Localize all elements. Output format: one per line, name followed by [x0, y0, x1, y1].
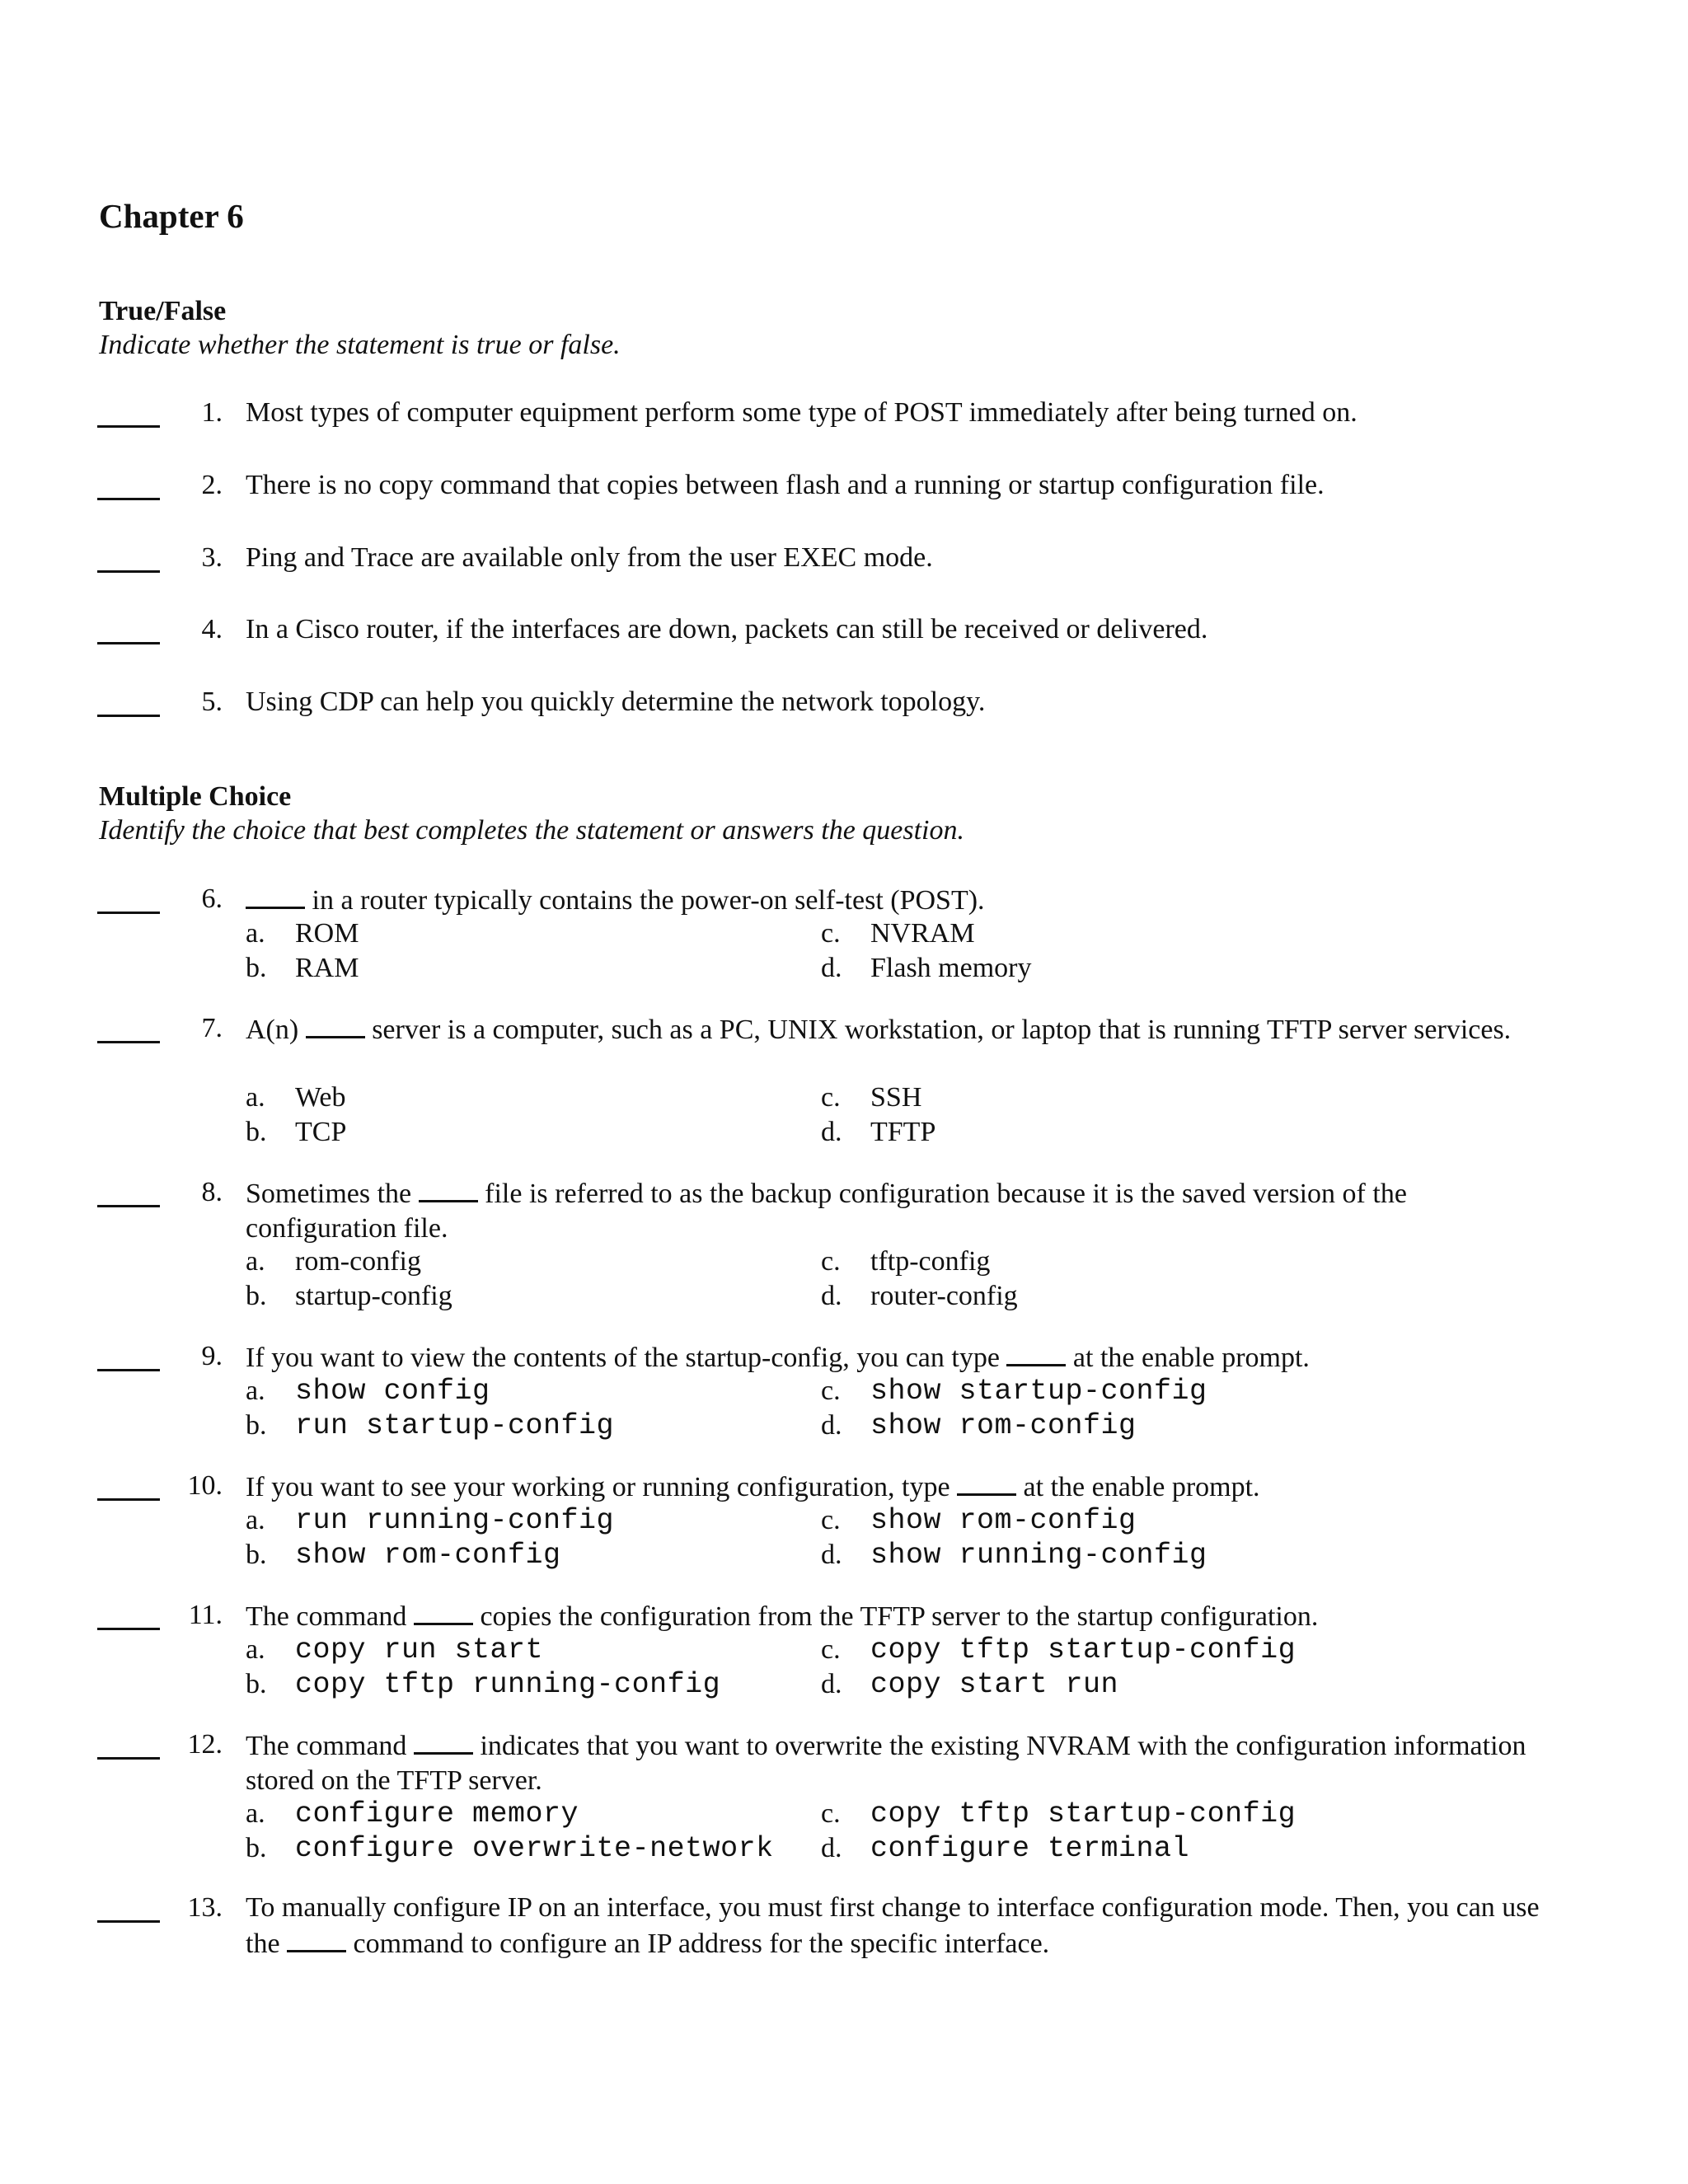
multiple-choice-heading: Multiple Choice — [99, 781, 292, 812]
question-number: 11. — [188, 1600, 223, 1630]
question-text: Ping and Trace are available only from the user EXEC mode. — [246, 542, 933, 573]
question-text: A(n) server is a computer, such as a PC, UNIX workstation, or laptop that is running TFTP server services. — [246, 1011, 1556, 1047]
question-number: 9. — [201, 1341, 223, 1371]
question-text: Sometimes the file is referred to as the backup configuration because it is the saved version of the configuration file. — [246, 1175, 1556, 1246]
inline-blank — [957, 1469, 1016, 1496]
question-text: The command indicates that you want to overwrite the existing NVRAM with the configuration information stored on the TFTP server. — [246, 1727, 1556, 1798]
question-text: If you want to see your working or running configuration, type at the enable prompt. — [246, 1469, 1556, 1505]
question-number: 12. — [187, 1729, 223, 1760]
question-number: 3. — [201, 542, 223, 573]
question-number: 4. — [201, 614, 223, 644]
question-text: If you want to view the contents of the startup-config, you can type at the enable prompt. — [246, 1339, 1556, 1376]
inline-blank — [419, 1175, 478, 1202]
question-text: in a router typically contains the power-on self-test (POST). — [246, 882, 1556, 918]
inline-blank — [1006, 1339, 1066, 1366]
chapter-title: Chapter 6 — [99, 197, 244, 235]
inline-blank — [287, 1925, 346, 1952]
question-number: 8. — [201, 1177, 223, 1207]
question-text: There is no copy command that copies between flash and a running or startup configuration file. — [246, 470, 1325, 500]
question-number: 13. — [187, 1892, 223, 1923]
document-page: Chapter 6 True/False Indicate whether the statement is true or false. 1. Most types of computer equipment perform some type of POST immediately after being turned on. 2. There is no copy command that copies between flash and a running or startup configuration file. 3. Ping and Trace are available only from the user EXEC mode. 4. In a Cisco router, if the interfaces are down, packets can still be received or delivered. 5. Using CDP can help you quickly determine the network topology. Multiple Choice Identify the choice that best completes the statement or answers the question. 6. in a router typically contains the power-on self-test (POST). a. ROM c. NVRAM b. RAM d. Flash memory 7. A(n) server is a computer, such as a PC, UNIX workstation, or laptop that is running TFTP server services. a. Web c. SSH b. TCP d. TFTP 8. Sometimes the file is referred to as the backup configuration because it is the saved version of the configuration file. a. rom-config c. tftp-config b. startup-config d. router-config 9. If you want to view the contents of the startup-config, you can type at the enable prompt. a. show config c. show startup-config b. run startup-config d. show rom-config 10. If you want to see your working or running configuration, type at the enable prompt. a. run running-config c. show rom-config b. show rom-config d. show running-config 11. The command copies the configuration from the TFTP server to the startup configuration. a. copy run start c. copy tftp startup-config b. copy tftp running-config d. copy start run 12. The command indicates that you want to overwrite the existing NVRAM with the configuration information stored on the TFTP server. a. configure memory c. copy tftp startup-config b. configure overwrite-network d. configure terminal 13. To manually configure IP on an interface, you must first change to interface configuration mode. Then, you can use the command to configure an IP address for the specific interface. — [0, 0, 1688, 2184]
question-number: 1. — [201, 397, 223, 428]
question-text: The command copies the configuration from the TFTP server to the startup configuration. — [246, 1598, 1556, 1634]
inline-blank — [414, 1727, 473, 1755]
question-number: 10. — [187, 1470, 223, 1501]
question-text: Using CDP can help you quickly determine the network topology. — [246, 687, 986, 717]
question-text: Most types of computer equipment perform some type of POST immediately after being turned on. — [246, 397, 1357, 428]
question-text: To manually configure IP on an interface, you must first change to interface configuration mode. Then, you can use the command to configure an IP address for the specific interface. — [246, 1892, 1540, 1959]
true-false-heading: True/False — [99, 296, 227, 326]
inline-blank — [414, 1598, 473, 1625]
question-text: In a Cisco router, if the interfaces are down, packets can still be received or delivered. — [246, 614, 1208, 644]
inline-blank — [246, 882, 305, 909]
question-number: 6. — [201, 883, 223, 914]
multiple-choice-instruction: Identify the choice that best completes the statement or answers the question. — [99, 815, 964, 846]
question-number: 5. — [201, 687, 223, 717]
true-false-instruction: Indicate whether the statement is true or false. — [99, 330, 621, 360]
question-number: 2. — [201, 470, 223, 500]
inline-blank — [306, 1011, 365, 1038]
question-number: 7. — [201, 1013, 223, 1043]
